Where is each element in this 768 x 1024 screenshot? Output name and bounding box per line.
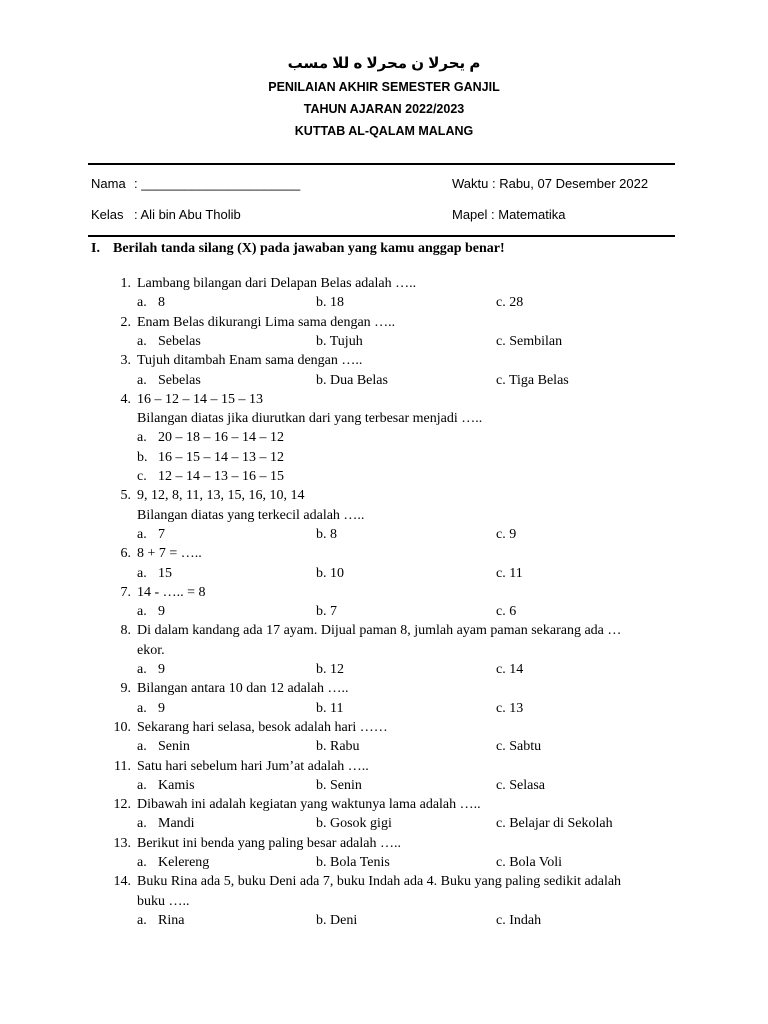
option-b: b. Gosok gigi xyxy=(316,816,392,832)
nama-label: Nama xyxy=(91,176,126,191)
kelas-label: Kelas xyxy=(91,207,124,222)
option-a: Sebelas xyxy=(158,372,201,388)
option-b: b. Rabu xyxy=(316,739,360,755)
option-a: 9 xyxy=(158,604,165,620)
question-number: 5. xyxy=(120,488,131,504)
option-a: 15 xyxy=(158,565,172,581)
question-text: 16 – 12 – 14 – 15 – 13 xyxy=(137,391,263,407)
question-number: 1. xyxy=(120,276,131,291)
option-c: c. Sembilan xyxy=(496,333,563,349)
option-letter: a. xyxy=(137,333,147,349)
option-letter: c. xyxy=(137,469,147,484)
bismillah-heading: م يحرلا ن محرلا ه للا مسب xyxy=(287,55,481,72)
mapel-text: Mapel : Matematika xyxy=(452,207,566,222)
section-number: I. xyxy=(91,241,100,256)
option-b: b. 18 xyxy=(316,295,344,311)
option-a: 9 xyxy=(158,700,165,716)
option-c: c. Belajar di Sekolah xyxy=(496,816,613,832)
option-c: c. Selasa xyxy=(496,777,545,793)
question-number: 9. xyxy=(120,681,131,697)
option-a: 7 xyxy=(158,526,165,542)
question-text: Bilangan diatas jika diurutkan dari yang terbesar menjadi ….. xyxy=(137,411,483,427)
question-text: Di dalam kandang ada 17 ayam. Dijual paman 8, jumlah ayam paman sekarang ada … xyxy=(137,623,622,639)
option-c: c. 13 xyxy=(496,700,524,716)
question-number: 11. xyxy=(114,758,131,774)
option-letter: a. xyxy=(137,526,147,542)
question-text: Dibawah ini adalah kegiatan yang waktunya lama adalah ….. xyxy=(137,797,481,813)
exam-title: PENILAIAN AKHIR SEMESTER GANJIL xyxy=(268,80,500,94)
school-name: KUTTAB AL-QALAM MALANG xyxy=(294,124,474,138)
question-text: Lambang bilangan dari Delapan Belas adalah ….. xyxy=(137,276,417,291)
option-b: b. 7 xyxy=(316,604,337,620)
question-number: 2. xyxy=(120,314,131,330)
option-text: 16 – 15 – 14 – 13 – 12 xyxy=(158,449,284,465)
question-text: ekor. xyxy=(137,642,165,658)
option-a: 9 xyxy=(158,662,165,677)
option-a: Senin xyxy=(158,739,190,755)
option-c: c. Tiga Belas xyxy=(496,372,569,388)
question-number: 8. xyxy=(120,623,131,639)
option-c: c. Indah xyxy=(496,912,542,928)
question-text: Satu hari sebelum hari Jum’at adalah ….. xyxy=(137,758,369,774)
option-letter: a. xyxy=(137,777,147,793)
option-a: Kamis xyxy=(158,777,195,793)
kelas-value: : Ali bin Abu Tholib xyxy=(134,207,241,222)
option-letter: a. xyxy=(137,912,147,928)
option-letter: a. xyxy=(137,604,147,620)
option-c: c. 28 xyxy=(496,295,524,311)
question-text: 9, 12, 8, 11, 13, 15, 16, 10, 14 xyxy=(137,488,305,504)
academic-year: TAHUN AJARAN 2022/2023 xyxy=(303,102,465,116)
option-text: 12 – 14 – 13 – 16 – 15 xyxy=(158,469,284,484)
question-text: Berikut ini benda yang paling besar adalah ….. xyxy=(137,835,401,851)
option-letter: b. xyxy=(137,449,148,465)
option-a: Mandi xyxy=(158,816,195,832)
option-b: b. 11 xyxy=(316,700,344,716)
option-a: Sebelas xyxy=(158,333,201,349)
option-b: b. Tujuh xyxy=(316,333,363,349)
waktu-text: Waktu : Rabu, 07 Desember 2022 xyxy=(452,176,649,191)
option-letter: a. xyxy=(137,816,147,832)
option-b: b. 8 xyxy=(316,526,337,542)
option-b: b. Deni xyxy=(316,912,358,928)
question-number: 3. xyxy=(120,353,131,369)
question-number: 14. xyxy=(113,874,131,890)
option-letter: a. xyxy=(137,430,147,446)
option-c: c. Sabtu xyxy=(496,739,542,755)
question-number: 4. xyxy=(120,391,131,407)
option-letter: a. xyxy=(137,295,147,311)
question-number: 10. xyxy=(113,719,131,735)
option-a: 8 xyxy=(158,295,165,311)
question-text: 14 - ….. = 8 xyxy=(137,584,206,600)
question-number: 7. xyxy=(120,584,131,600)
option-letter: a. xyxy=(137,855,147,870)
question-text: Tujuh ditambah Enam sama dengan ….. xyxy=(137,353,363,369)
option-b: b. 12 xyxy=(316,662,344,677)
option-c: c. Bola Voli xyxy=(496,855,562,870)
option-a: Rina xyxy=(158,912,185,928)
question-text: Bilangan diatas yang terkecil adalah ….. xyxy=(137,507,365,523)
question-number: 6. xyxy=(120,546,131,562)
option-b: b. 10 xyxy=(316,565,344,581)
question-number: 12. xyxy=(113,797,131,813)
option-letter: a. xyxy=(137,739,147,755)
option-c: c. 9 xyxy=(496,526,517,542)
option-letter: a. xyxy=(137,565,147,581)
info-divider xyxy=(88,235,675,237)
header-divider xyxy=(88,163,675,165)
option-letter: a. xyxy=(137,372,147,388)
option-letter: a. xyxy=(137,662,147,677)
question-text: 8 + 7 = ….. xyxy=(137,546,202,562)
option-b: b. Bola Tenis xyxy=(316,855,390,870)
question-number: 13. xyxy=(113,835,131,851)
question-text: Enam Belas dikurangi Lima sama dengan ….. xyxy=(137,314,396,330)
section-instruction: Berilah tanda silang (X) pada jawaban yang kamu anggap benar! xyxy=(113,241,505,256)
question-text: Bilangan antara 10 dan 12 adalah ….. xyxy=(137,681,349,697)
question-text: Buku Rina ada 5, buku Deni ada 7, buku Indah ada 4. Buku yang paling sedikit adalah xyxy=(137,874,622,890)
option-a: Kelereng xyxy=(158,855,210,870)
option-b: b. Senin xyxy=(316,777,362,793)
question-text: Sekarang hari selasa, besok adalah hari …… xyxy=(137,719,388,735)
option-letter: a. xyxy=(137,700,147,716)
question-text: buku ….. xyxy=(137,893,190,909)
option-b: b. Dua Belas xyxy=(316,372,388,388)
option-c: c. 6 xyxy=(496,604,517,620)
option-c: c. 14 xyxy=(496,662,524,677)
option-c: c. 11 xyxy=(496,565,523,581)
option-text: 20 – 18 – 16 – 14 – 12 xyxy=(158,430,284,446)
nama-field: : ______________________ xyxy=(134,176,301,191)
